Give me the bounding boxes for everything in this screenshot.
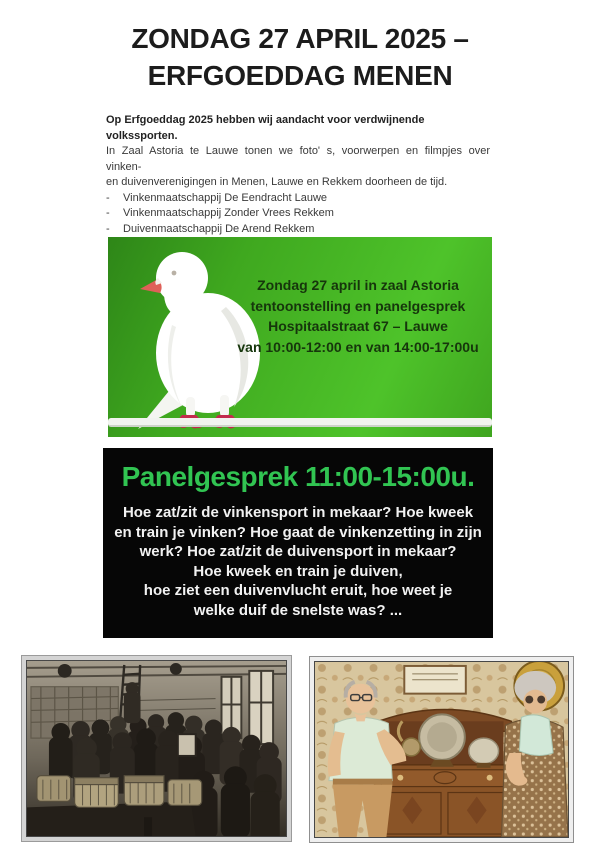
banner-line-3: Hospitaalstraat 67 – Lauwe bbox=[268, 318, 448, 334]
panel-line-3: werk? Hoe zat/zit de duivensport in mekaar? bbox=[139, 543, 457, 560]
panel-line-5: hoe ziet een duivenvlucht eruit, hoe weet je bbox=[143, 582, 453, 599]
club-list-item bbox=[106, 206, 490, 222]
bullet-dash: - bbox=[106, 207, 110, 219]
intro-line-2: In Zaal Astoria te Lauwe tonen we foto' s, voorwerpen en filmpjes over bbox=[106, 145, 490, 157]
bullet-dash: - bbox=[106, 222, 110, 235]
intro-line-3: vinken- bbox=[106, 160, 142, 173]
page-title bbox=[0, 20, 600, 94]
intro-line-4: en duivenverenigingen in Menen, Lauwe en Rekkem doorheen de tijd. bbox=[106, 176, 448, 188]
intro-lead: Op Erfgoeddag 2025 hebben wij aandacht voor verdwijnende volkssporten. bbox=[106, 114, 425, 142]
held-picture bbox=[178, 734, 196, 756]
club-list-item bbox=[106, 191, 490, 207]
historic-club-photo bbox=[21, 655, 292, 842]
panel-body-text bbox=[103, 503, 493, 620]
club-list-item bbox=[106, 222, 490, 238]
panel-line-1: Hoe zat/zit de vinkensport in mekaar? Hoe kweek bbox=[122, 504, 474, 521]
banner-line-1: Zondag 27 april in zaal Astoria bbox=[257, 277, 459, 293]
wall-frame bbox=[404, 666, 466, 694]
banner-line-2: tentoonstelling en panelgesprek bbox=[250, 297, 466, 314]
title-line-2: ERFGOEDDAG MENEN bbox=[147, 60, 453, 91]
club-name: Vinkenmaatschappij Zonder Vrees Rekkem bbox=[123, 207, 334, 219]
couple-trophy-photo bbox=[309, 656, 574, 843]
panel-line-6: welke duif de snelste was? ... bbox=[193, 601, 403, 619]
bullet-dash: - bbox=[106, 191, 110, 204]
historic-photo-illustration bbox=[27, 661, 286, 836]
club-list bbox=[106, 191, 490, 238]
banner-line-4: van 10:00-12:00 en van 14:00-17:00u bbox=[237, 338, 479, 355]
panel-talk-box bbox=[103, 448, 493, 638]
panel-line-2: en train je vinken? Hoe gaat de vinkenzetting in zijn bbox=[114, 523, 482, 541]
intro-text bbox=[106, 113, 490, 237]
banner-text bbox=[230, 275, 486, 357]
panel-line-4: Hoe kweek en train je duiven, bbox=[193, 562, 403, 580]
panel-heading: Panelgesprek 11:00-15:00u. bbox=[121, 461, 475, 492]
hanging-lamp bbox=[58, 664, 72, 678]
club-name: Duivenmaatschappij De Arend Rekkem bbox=[123, 222, 315, 235]
title-line-1: ZONDAG 27 APRIL 2025 – bbox=[131, 23, 469, 54]
couple-trophy-photo-inner bbox=[314, 661, 569, 838]
club-name: Vinkenmaatschappij De Eendracht Lauwe bbox=[123, 191, 328, 204]
event-banner-image bbox=[108, 237, 492, 437]
couple-photo-illustration bbox=[315, 662, 568, 837]
historic-club-photo-inner bbox=[26, 660, 287, 837]
perch-bar bbox=[108, 418, 492, 427]
